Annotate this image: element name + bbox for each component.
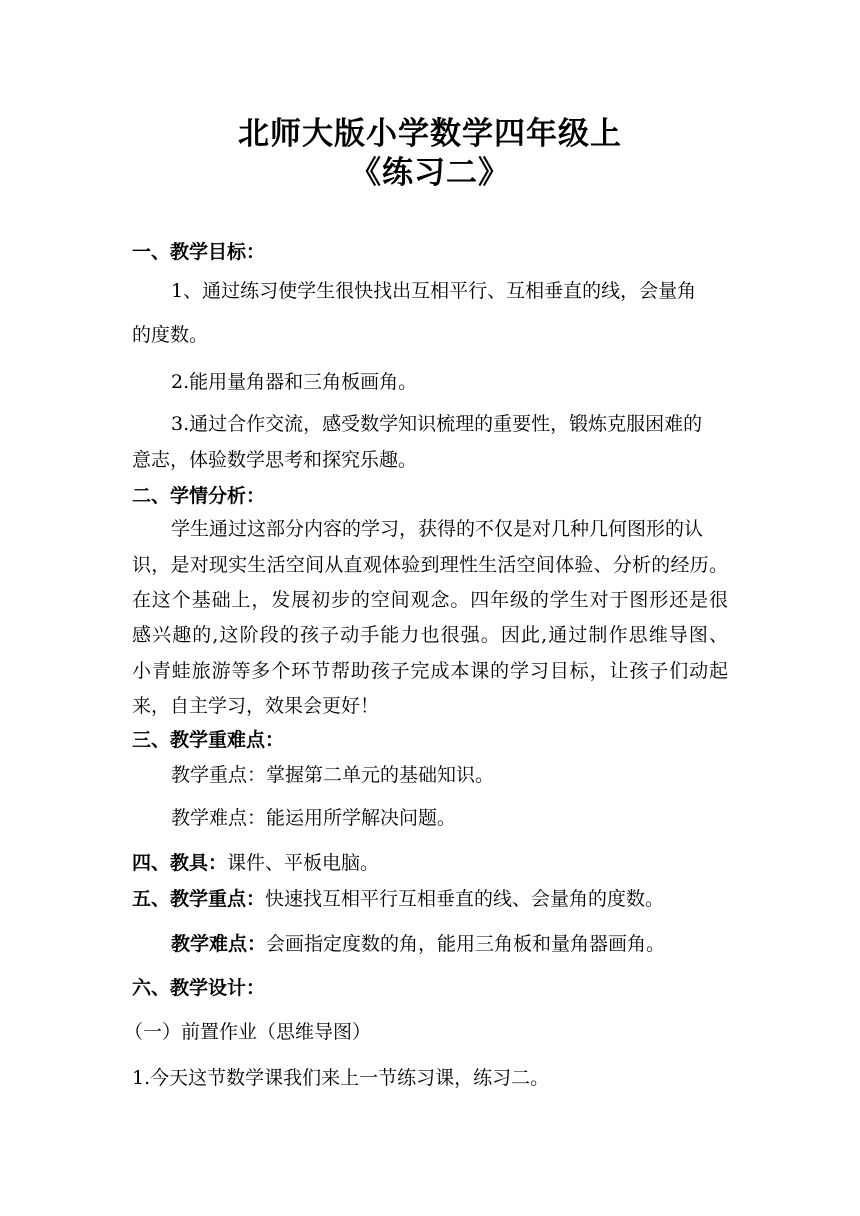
difficult-label: 教学难点： [171, 933, 267, 955]
goal-item-3-cont: 意志，体验数学思考和探究乐趣。 [132, 449, 418, 471]
goal-item-3: 3.通过合作交流，感受数学知识梳理的重要性，锻炼克服困难的 [171, 413, 703, 435]
analysis-line: 小青蛙旅游等多个环节帮助孩子完成本课的学习目标，让孩子们动起 [132, 660, 728, 682]
section-heading-goals: 一、教学目标： [132, 241, 266, 263]
difficult-text: 会画指定度数的角，能用三角板和量角器画角。 [266, 933, 666, 955]
section-heading-focus: 五、教学重点： [132, 888, 266, 910]
key-point-text: 教学重点：掌握第二单元的基础知识。 [171, 764, 495, 786]
goal-item-2: 2.能用量角器和三角板画角。 [171, 371, 418, 393]
section-heading-aids: 四、教具： [132, 852, 228, 874]
focus-difficult-line [171, 929, 665, 956]
goal-item-1-cont: 的度数。 [132, 324, 209, 346]
document-title: 北师大版小学数学四年级上 [238, 116, 622, 152]
section-teaching-focus [132, 884, 664, 911]
document-subtitle: 《练习二》 [350, 155, 510, 191]
aids-text: 课件、平板电脑。 [227, 852, 380, 874]
analysis-line: 识，是对现实生活空间从直观体验到理性生活空间体验、分析的经历。 [132, 554, 728, 576]
analysis-line: 感兴趣的,这阶段的孩子动手能力也很强。因此,通过制作思维导图、 [132, 624, 728, 646]
design-step-1: 1.今天这节数学课我们来上一节练习课，练习二。 [132, 1067, 550, 1089]
focus-text: 快速找互相平行互相垂直的线、会量角的度数。 [265, 888, 665, 910]
section-heading-analysis: 二、学情分析： [132, 485, 266, 507]
design-subheading: （一）前置作业（思维导图） [124, 1021, 372, 1043]
difficult-point-text: 教学难点：能运用所学解决问题。 [171, 807, 457, 829]
analysis-line: 在这个基础上，发展初步的空间观念。四年级的学生对于图形还是很 [132, 589, 728, 611]
goal-item-1: 1、通过练习使学生很快找出互相平行、互相垂直的线，会量角 [171, 280, 697, 302]
analysis-line: 学生通过这部分内容的学习，获得的不仅是对几种几何图形的认 [171, 518, 704, 540]
section-heading-key-points: 三、教学重难点： [132, 729, 285, 751]
section-teaching-aids [132, 848, 379, 875]
section-heading-design: 六、教学设计： [132, 977, 266, 999]
analysis-line: 来，自主学习，效果会更好！ [132, 695, 380, 717]
